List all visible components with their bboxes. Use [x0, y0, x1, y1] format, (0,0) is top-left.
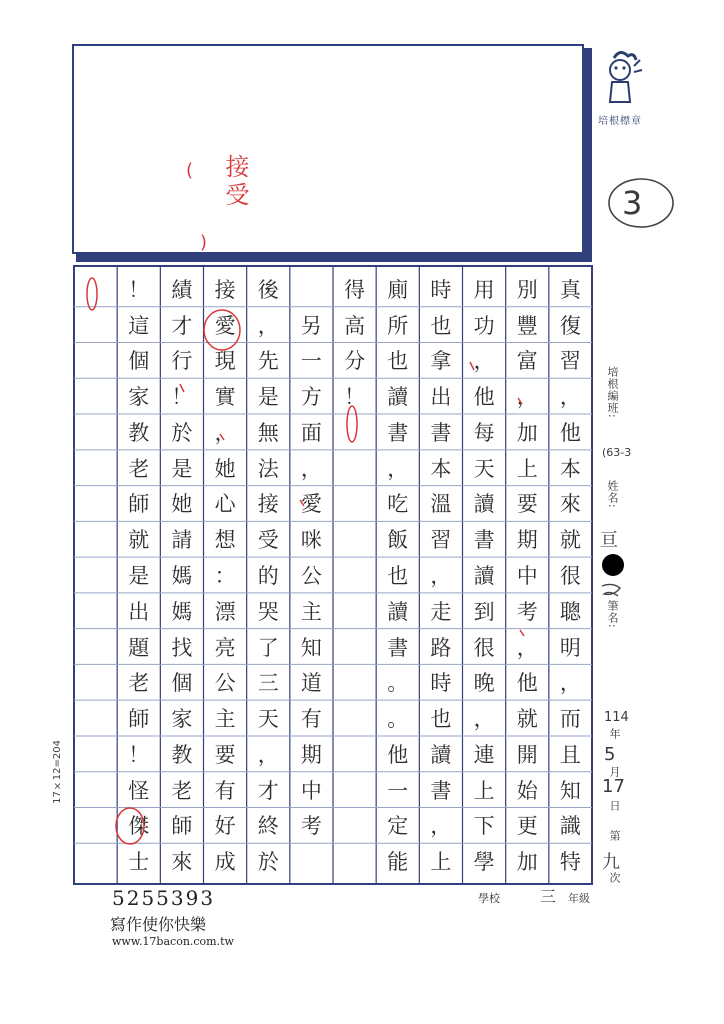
- grid-char: 她: [214, 456, 236, 481]
- grid-char: 所: [387, 313, 409, 338]
- grid-char: 特: [559, 850, 581, 875]
- grid-char: ！: [128, 742, 150, 767]
- grid-char: 路: [430, 635, 452, 660]
- grid-char: 老: [128, 671, 150, 696]
- grid-char: 。: [387, 707, 409, 732]
- grid-char: 很: [559, 563, 581, 588]
- grid-char: 也: [430, 313, 452, 338]
- grid-char: 的: [257, 563, 279, 588]
- logo-slogan: 寫作使你快樂: [110, 915, 207, 934]
- grid-char: 知: [559, 778, 581, 803]
- grid-char: 她: [171, 492, 193, 517]
- grid-char: 另: [300, 313, 322, 338]
- name-value: 亘: [600, 530, 618, 551]
- grid-char: 怪: [128, 778, 150, 803]
- grid-char: 後: [257, 277, 279, 302]
- grid-char: 實: [214, 385, 236, 410]
- grid-char: 連: [473, 742, 495, 767]
- grid-char: 讀: [387, 385, 409, 410]
- logo-number: 5255393: [112, 886, 216, 910]
- grid-char: 才: [171, 313, 193, 338]
- grid-char: ，: [257, 313, 279, 338]
- grid-char: 明: [559, 635, 581, 660]
- grid-char: 他: [559, 420, 581, 445]
- grid-char: 書: [387, 420, 409, 445]
- grid-char: 加: [516, 420, 538, 445]
- grid-char: 書: [430, 778, 452, 803]
- day-value: 17: [602, 776, 625, 797]
- grid-char: 媽: [171, 563, 193, 588]
- grid-char: 媽: [171, 599, 193, 624]
- grid-char: 晚: [473, 671, 495, 696]
- grid-char: 上: [473, 778, 495, 803]
- grid-char: 出: [128, 599, 150, 624]
- grid-char: 豐: [516, 313, 538, 338]
- month-label: 月: [608, 766, 621, 778]
- grid-char: 題: [128, 635, 150, 660]
- grid-char: 考: [300, 814, 322, 839]
- grid-char: 且: [559, 742, 581, 767]
- grid-char: 也: [387, 563, 409, 588]
- grid-char: ！: [171, 385, 193, 410]
- grid-char: 找: [171, 635, 193, 660]
- grid-char: 了: [257, 635, 279, 660]
- grid-char: 師: [128, 707, 150, 732]
- grid-char: 教: [128, 420, 150, 445]
- grid-char: 公: [300, 563, 322, 588]
- issue-value: 九: [602, 852, 620, 873]
- name-redaction-icon: [600, 552, 626, 578]
- grid-char: 受: [257, 528, 279, 553]
- grid-char: 讀: [387, 599, 409, 624]
- grid-char: 是: [128, 563, 150, 588]
- grid-char: 要: [516, 492, 538, 517]
- correction-bracket-close: ): [200, 232, 208, 253]
- grid-char: 方: [300, 385, 322, 410]
- grid-char: 個: [128, 349, 150, 374]
- grid-char: 就: [516, 707, 538, 732]
- grid-char: 他: [516, 671, 538, 696]
- correction-bracket-open: (: [186, 160, 194, 181]
- grid-char: 一: [387, 778, 409, 803]
- grid-char: 漂: [214, 599, 236, 624]
- grid-char: 得: [344, 277, 366, 302]
- grid-char: 高: [344, 313, 366, 338]
- grid-char: 接: [257, 492, 279, 517]
- grid-char: 現: [214, 349, 236, 374]
- grid-char: 識: [559, 814, 581, 839]
- grid-char: 能: [387, 850, 409, 875]
- issue-label: 第: [608, 830, 621, 842]
- grid-char: 公: [214, 671, 236, 696]
- grid-char: 中: [516, 563, 538, 588]
- grid-char: 是: [257, 385, 279, 410]
- name-scribble-icon: [598, 580, 626, 600]
- grid-char: ，: [559, 385, 581, 410]
- grid-char: 於: [171, 420, 193, 445]
- grid-char: 考: [516, 599, 538, 624]
- grid-char: 始: [516, 778, 538, 803]
- grid-char: 讀: [473, 563, 495, 588]
- grid-char: 一: [300, 349, 322, 374]
- grid-char: 而: [559, 707, 581, 732]
- grid-char: 天: [257, 707, 279, 732]
- grid-char: 終: [257, 814, 279, 839]
- grid-char: 好: [214, 814, 236, 839]
- grid-char: 書: [387, 635, 409, 660]
- grid-char: 也: [430, 707, 452, 732]
- grid-char: 教: [171, 742, 193, 767]
- grid-char: 個: [171, 671, 193, 696]
- grid-char: 有: [300, 707, 322, 732]
- grid-char: 真: [559, 277, 581, 302]
- grid-char: 來: [559, 492, 581, 517]
- grid-char: 要: [214, 742, 236, 767]
- grid-char: ！: [344, 385, 366, 410]
- grid-char: 行: [171, 349, 193, 374]
- year-label: 年: [608, 728, 621, 740]
- grid-char: 請: [171, 528, 193, 553]
- grid-char: 面: [300, 420, 322, 445]
- grid-char: 知: [300, 635, 322, 660]
- grid-char: ，: [516, 635, 538, 660]
- grid-char: 功: [473, 313, 495, 338]
- grid-char: 廁: [387, 277, 409, 302]
- month-value: 5: [604, 744, 616, 765]
- grid-char: ：: [214, 563, 236, 588]
- grid-char: 拿: [430, 349, 452, 374]
- grid-char: 書: [473, 528, 495, 553]
- grid-char: 就: [128, 528, 150, 553]
- grid-char: 主: [300, 599, 322, 624]
- grid-char: 他: [473, 385, 495, 410]
- grid-char: 愛: [214, 313, 236, 338]
- grid-char: 上: [430, 850, 452, 875]
- grid-char: 走: [430, 599, 452, 624]
- grid-char: 心: [214, 492, 236, 517]
- grid-char: 很: [473, 635, 495, 660]
- grid-char: 也: [387, 349, 409, 374]
- grid-char: 無: [257, 420, 279, 445]
- grid-char: 本: [430, 456, 452, 481]
- teacher-correction: 接受: [221, 154, 249, 210]
- grid-char: ，: [257, 742, 279, 767]
- pen-name-label: 筆名:: [606, 600, 619, 629]
- grid-size-label: 17×12=204: [52, 740, 63, 804]
- grid-char: 想: [214, 528, 236, 553]
- grid-char: ，: [516, 385, 538, 410]
- grid-char: 出: [430, 385, 452, 410]
- score-value: 3: [622, 184, 643, 222]
- grid-char: 這: [128, 313, 150, 338]
- grid-char: ，: [214, 420, 236, 445]
- grid-char: 溫: [430, 492, 452, 517]
- grid-char: 有: [214, 778, 236, 803]
- grid-char: 於: [257, 850, 279, 875]
- grid-char: 三: [257, 671, 279, 696]
- grid-char: 學: [473, 850, 495, 875]
- grid-char: 習: [559, 349, 581, 374]
- grid-char: 士: [128, 850, 150, 875]
- grid-char: 加: [516, 850, 538, 875]
- day-label: 日: [608, 800, 621, 812]
- grid-char: 時: [430, 671, 452, 696]
- grid-char: ，: [473, 707, 495, 732]
- grid-char: 下: [473, 814, 495, 839]
- grid-char: 哭: [257, 599, 279, 624]
- grid-char: ，: [430, 563, 452, 588]
- grid-char: 書: [430, 420, 452, 445]
- grid-char: 師: [128, 492, 150, 517]
- grid-char: 聰: [559, 599, 581, 624]
- grid-char: 時: [430, 277, 452, 302]
- grid-char: 是: [171, 456, 193, 481]
- grid-char: 他: [387, 742, 409, 767]
- grid-char: 到: [473, 599, 495, 624]
- grid-char: 本: [559, 456, 581, 481]
- grid-char: 每: [473, 420, 495, 445]
- grid-char: 老: [128, 456, 150, 481]
- grid-char: 習: [430, 528, 452, 553]
- class-value: (63-3: [602, 446, 632, 459]
- grid-char: 吃: [387, 492, 409, 517]
- grid-char: 定: [387, 814, 409, 839]
- grid-char: 先: [257, 349, 279, 374]
- grid-char: ，: [430, 814, 452, 839]
- grid-char: 咪: [300, 528, 322, 553]
- grid-char: 復: [559, 313, 581, 338]
- grade-label: 年級: [568, 892, 590, 905]
- grid-char: 家: [128, 385, 150, 410]
- grid-char: ，: [300, 456, 322, 481]
- grid-char: 上: [516, 456, 538, 481]
- issue-suffix: 次: [608, 872, 621, 884]
- grid-char: 讀: [430, 742, 452, 767]
- grid-char: 飯: [387, 528, 409, 553]
- grid-char: 傑: [128, 814, 150, 839]
- grid-char: 更: [516, 814, 538, 839]
- grid-char: 分: [344, 349, 366, 374]
- grid-char: 師: [171, 814, 193, 839]
- grid-char: 別: [516, 277, 538, 302]
- school-label: 學校: [478, 892, 500, 905]
- grade-value: 三: [540, 887, 557, 906]
- name-label: 姓名:: [606, 480, 619, 509]
- grid-char: 讀: [473, 492, 495, 517]
- grid-char: 成: [214, 850, 236, 875]
- seal-label: 培根標章: [598, 116, 642, 127]
- grid-char: 主: [214, 707, 236, 732]
- grid-char: 用: [473, 277, 495, 302]
- grid-char: ！: [128, 277, 150, 302]
- grid-char: 開: [516, 742, 538, 767]
- grid-char: 富: [516, 349, 538, 374]
- grid-char: 期: [516, 528, 538, 553]
- grid-char: 道: [300, 671, 322, 696]
- grid-char: 。: [387, 671, 409, 696]
- grid-char: 才: [257, 778, 279, 803]
- grid-char: 期: [300, 742, 322, 767]
- grid-char: 愛: [300, 492, 322, 517]
- year-value: 114: [604, 710, 629, 725]
- grid-char: 家: [171, 707, 193, 732]
- grid-char: 中: [300, 778, 322, 803]
- grid-char: 天: [473, 456, 495, 481]
- grid-char: ，: [473, 349, 495, 374]
- class-label: 培根編班:: [606, 366, 619, 419]
- grid-char: 接: [214, 277, 236, 302]
- grid-char: 績: [171, 277, 193, 302]
- grid-char: 法: [257, 456, 279, 481]
- logo-url: www.17bacon.com.tw: [112, 935, 234, 948]
- grid-char: 就: [559, 528, 581, 553]
- grid-char: ，: [559, 671, 581, 696]
- grid-char: 老: [171, 778, 193, 803]
- grid-char: 亮: [214, 635, 236, 660]
- grid-char: ，: [387, 456, 409, 481]
- grid-char: 來: [171, 850, 193, 875]
